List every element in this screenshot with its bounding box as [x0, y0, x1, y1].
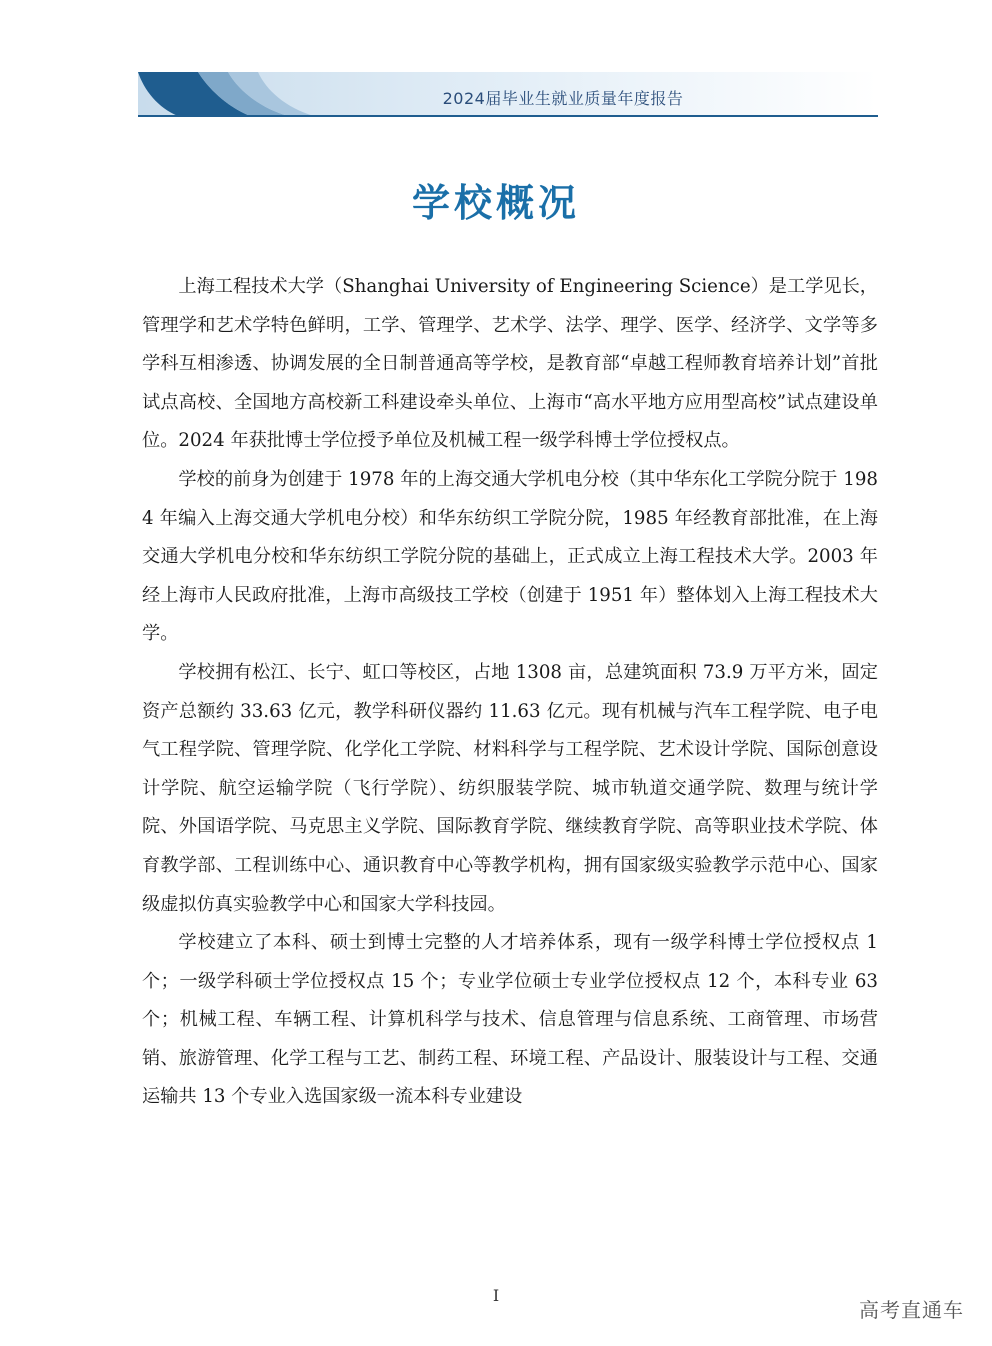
paragraph: 上海工程技术大学（Shanghai University of Engineering Science）是工学见长，管理学和艺术学特色鲜明，工学、管理学、艺术学、法学、理学、医学、经济学、文学等多学科互相渗透、协调发展的全日制普通高等学校，是教育部“卓越工程师教育培养计划”首批试点高校、全国地方高校新工科建设牵头单位、上海市“高水平地方应用型高校”试点建设单位。2024 年获批博士学位授予单位及机械工程一级学科博士学位授权点。	[142, 276, 878, 452]
page-number: I	[492, 1286, 500, 1305]
paragraph: 学校的前身为创建于 1978 年的上海交通大学机电分校（其中华东化工学院分院于 1984 年编入上海交通大学机电分校）和华东纺织工学院分院，1985 年经教育部批准，在上海交通大学机电分校和华东纺织工学院分院的基础上，正式成立上海工程技术大学。2003 年经上海市人民政府批准，上海市高级技工学校（创建于 1951 年）整体划入上海工程技术大学。	[142, 468, 878, 645]
body-text	[142, 268, 878, 1117]
page-title: 学校概况	[411, 181, 580, 225]
header-title: 2024届毕业生就业质量年度报告	[442, 89, 684, 108]
report-header	[138, 72, 878, 118]
watermark: 高考直通车	[859, 1298, 964, 1322]
paragraph: 学校建立了本科、硕士到博士完整的人才培养体系，现有一级学科博士学位授权点 1 个；一级学科硕士学位授权点 15 个；专业学位硕士专业学位授权点 12 个，本科专业 63 个；机械工程、车辆工程、计算机科学与技术、信息管理与信息系统、工商管理、市场营销、旅游管理、化学工程与工艺、制药工程、环境工程、产品设计、服装设计与工程、交通运输共 13 个专业入选国家级一流本科专业建设	[142, 932, 878, 1108]
paragraph: 学校拥有松江、长宁、虹口等校区，占地 1308 亩，总建筑面积 73.9 万平方米，固定资产总额约 33.63 亿元，教学科研仪器约 11.63 亿元。现有机械与汽车工程学院、电子电气工程学院、管理学院、化学化工学院、材料科学与工程学院、艺术设计学院、国际创意设计学院、航空运输学院（飞行学院）、纺织服装学院、城市轨道交通学院、数理与统计学院、外国语学院、马克思主义学院、国际教育学院、继续教育学院、高等职业技术学院、体育教学部、工程训练中心、通识教育中心等教学机构，拥有国家级实验教学示范中心、国家级虚拟仿真实验教学中心和国家大学科技园。	[142, 661, 878, 915]
